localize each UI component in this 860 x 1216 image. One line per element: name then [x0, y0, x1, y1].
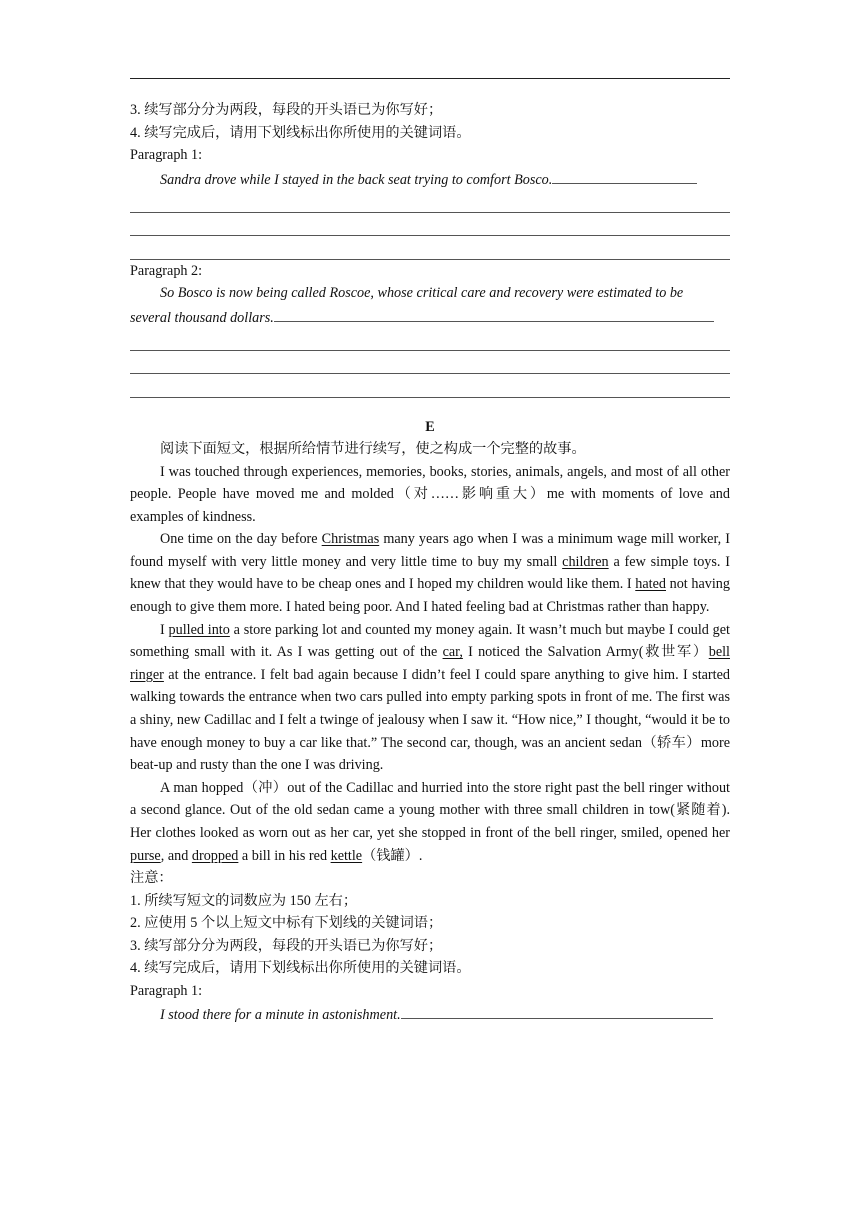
keyword: pulled into	[168, 621, 230, 638]
keyword: Christmas	[321, 531, 380, 548]
paragraph-1-label: Paragraph 1:	[130, 982, 203, 999]
paragraph-2-label: Paragraph 2:	[130, 262, 203, 279]
note-3: 3. 续写部分分为两段，每段的开头语已为你写好；	[130, 102, 443, 118]
note-item: 3. 续写部分分为两段，每段的开头语已为你写好；	[130, 937, 443, 954]
keyword: bell ringer	[130, 644, 730, 683]
writing-line[interactable]	[130, 327, 730, 351]
keyword: kettle	[330, 847, 363, 864]
opening-text: several thousand dollars.	[130, 309, 274, 326]
paragraph-1-opening	[130, 1002, 730, 1025]
story-paragraph-4: A man hopped（冲）out of the Cadillac and hurried into the store right past the bell ringer without a second glance. Out of the old sedan came a young mother with three small children in tow(紧随着). Her clothes looked as worn out as her car, yet she stopped in front of the bell ringer, smiled, opened her purse, and dropped a bill in his red kettle（钱罐）.	[130, 779, 730, 864]
writing-line[interactable]	[401, 1002, 713, 1019]
note-4: 4. 续写完成后，请用下划线标出你所使用的关键词语。	[130, 124, 471, 141]
note-item: 1. 所续写短文的词数应为 150 左右；	[130, 892, 358, 909]
writing-line[interactable]	[130, 236, 730, 260]
writing-line[interactable]	[130, 189, 730, 213]
story-paragraph-3: I pulled into a store parking lot and counted my money again. It wasn’t much but maybe I could get something small with it. As I was getting out of the car, I noticed the Salvation Army(救世军）bell ringer at the entrance. I felt bad again because I didn’t feel I could spare anything to give him. I started walking towards the entrance when two cars pulled into empty parking spots in front of me. The first was a shiny, new Cadillac and I felt a twinge of jealousy when I saw it. “How nice,” I thought, “would it be to have enough money to buy a car like that.” The second car, though, was an ancient sedan（轿车）more beat-up and rusty than the one I was driving.	[130, 621, 730, 774]
writing-line[interactable]	[130, 213, 730, 237]
writing-line[interactable]	[274, 305, 714, 322]
keyword: children	[562, 553, 609, 570]
story-paragraph-2: One time on the day before Christmas many years ago when I was a minimum wage mill worker, I found myself with very little money and very little time to buy my small children a few simple toys. I knew that they would have to be cheap ones and I hoped my children would like them. I hated not having enough to give them more. I hated being poor. And I hated feeling bad at Christmas rather than happy.	[130, 531, 730, 616]
note-item: 4. 续写完成后，请用下划线标出你所使用的关键词语。	[130, 960, 471, 977]
writing-line[interactable]	[130, 374, 730, 398]
keyword: hated	[635, 576, 666, 593]
header-rule	[130, 78, 730, 79]
document-page	[130, 99, 730, 1025]
paragraph-1-opening	[130, 167, 730, 190]
section-heading: E	[425, 418, 435, 435]
instruction: 阅读下面短文，根据所给情节进行续写，使之构成一个完整的故事。	[160, 441, 586, 457]
keyword: car,	[442, 644, 463, 661]
paragraph-2-opening: So Bosco is now being called Roscoe, whose critical care and recovery were estimated to be	[160, 285, 684, 301]
writing-line[interactable]	[130, 351, 730, 375]
paragraph-1-label: Paragraph 1:	[130, 147, 203, 163]
keyword: purse	[130, 847, 161, 864]
opening-text: Sandra drove while I stayed in the back seat trying to comfort Bosco.	[160, 171, 553, 188]
paragraph-2-opening-cont	[130, 305, 730, 328]
opening-text: I stood there for a minute in astonishment.	[160, 1007, 401, 1024]
note-item: 2. 应使用 5 个以上短文中标有下划线的关键词语；	[130, 915, 443, 932]
notes-title: 注意：	[130, 870, 173, 887]
keyword: dropped	[191, 847, 239, 864]
writing-line[interactable]	[552, 167, 697, 184]
story-paragraph-1: I was touched through experiences, memories, books, stories, animals, angels, and most of all other people. People have moved me and molded（对……影响重大）me with moments of love and examples of kindness.	[130, 463, 730, 525]
